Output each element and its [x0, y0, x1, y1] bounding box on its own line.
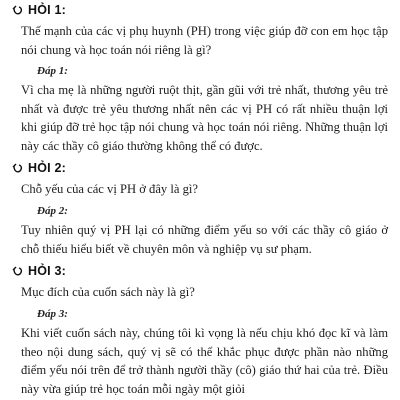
answer-1-label: Đáp 1: — [37, 65, 68, 77]
question-2-title: HỎI 2: — [28, 161, 67, 175]
question-3-title: HỎI 3: — [28, 264, 67, 278]
question-1-title: HỎI 1: — [28, 3, 67, 17]
question-3-text: Mục đích của cuốn sách này là gì? — [21, 285, 195, 299]
question-1-heading — [12, 2, 66, 18]
answer-1-text: Vì cha mẹ là những người ruột thịt, gần gũi với trẻ nhất, thương yêu trẻ nhất và được trẻ yêu thương nhất nên các vị PH có rất nhiều thuận lợi khi giúp đỡ trẻ học tập nói chung và học toán nói riêng. Những thuận lợi này các thầy cô giáo thường không thể có được. — [21, 83, 388, 153]
question-2-heading — [12, 160, 66, 176]
question-1-text: Thế mạnh của các vị phụ huynh (PH) trong việc giúp đỡ con em học tập nói chung và học toán nói riêng là gì? — [21, 24, 388, 57]
answer-2-text: Tuy nhiên quý vị PH lại có những điểm yếu so với các thầy cô giáo ở chỗ thiếu hiểu biết về chuyên môn và nghiệp vụ sư phạm. — [21, 223, 388, 256]
bullet-icon — [12, 265, 24, 277]
question-2-text: Chỗ yếu của các vị PH ở đây là gì? — [21, 182, 198, 196]
question-3-heading — [12, 263, 66, 279]
answer-3-text: Khi viết cuốn sách này, chúng tôi kì vọng là nếu chịu khó đọc kĩ và làm theo nội dung sách, quý vị sẽ có thể khắc phục được phần nào những điểm yếu nói trên để trở thành người thầy (cô) giáo thứ hai của trẻ. Điều này vừa giúp trẻ học toán mỗi ngày một giỏi — [21, 326, 388, 396]
answer-3-label: Đáp 3: — [37, 308, 68, 320]
answer-2-label: Đáp 2: — [37, 205, 68, 217]
bullet-icon — [12, 162, 24, 174]
bullet-icon — [12, 4, 24, 16]
